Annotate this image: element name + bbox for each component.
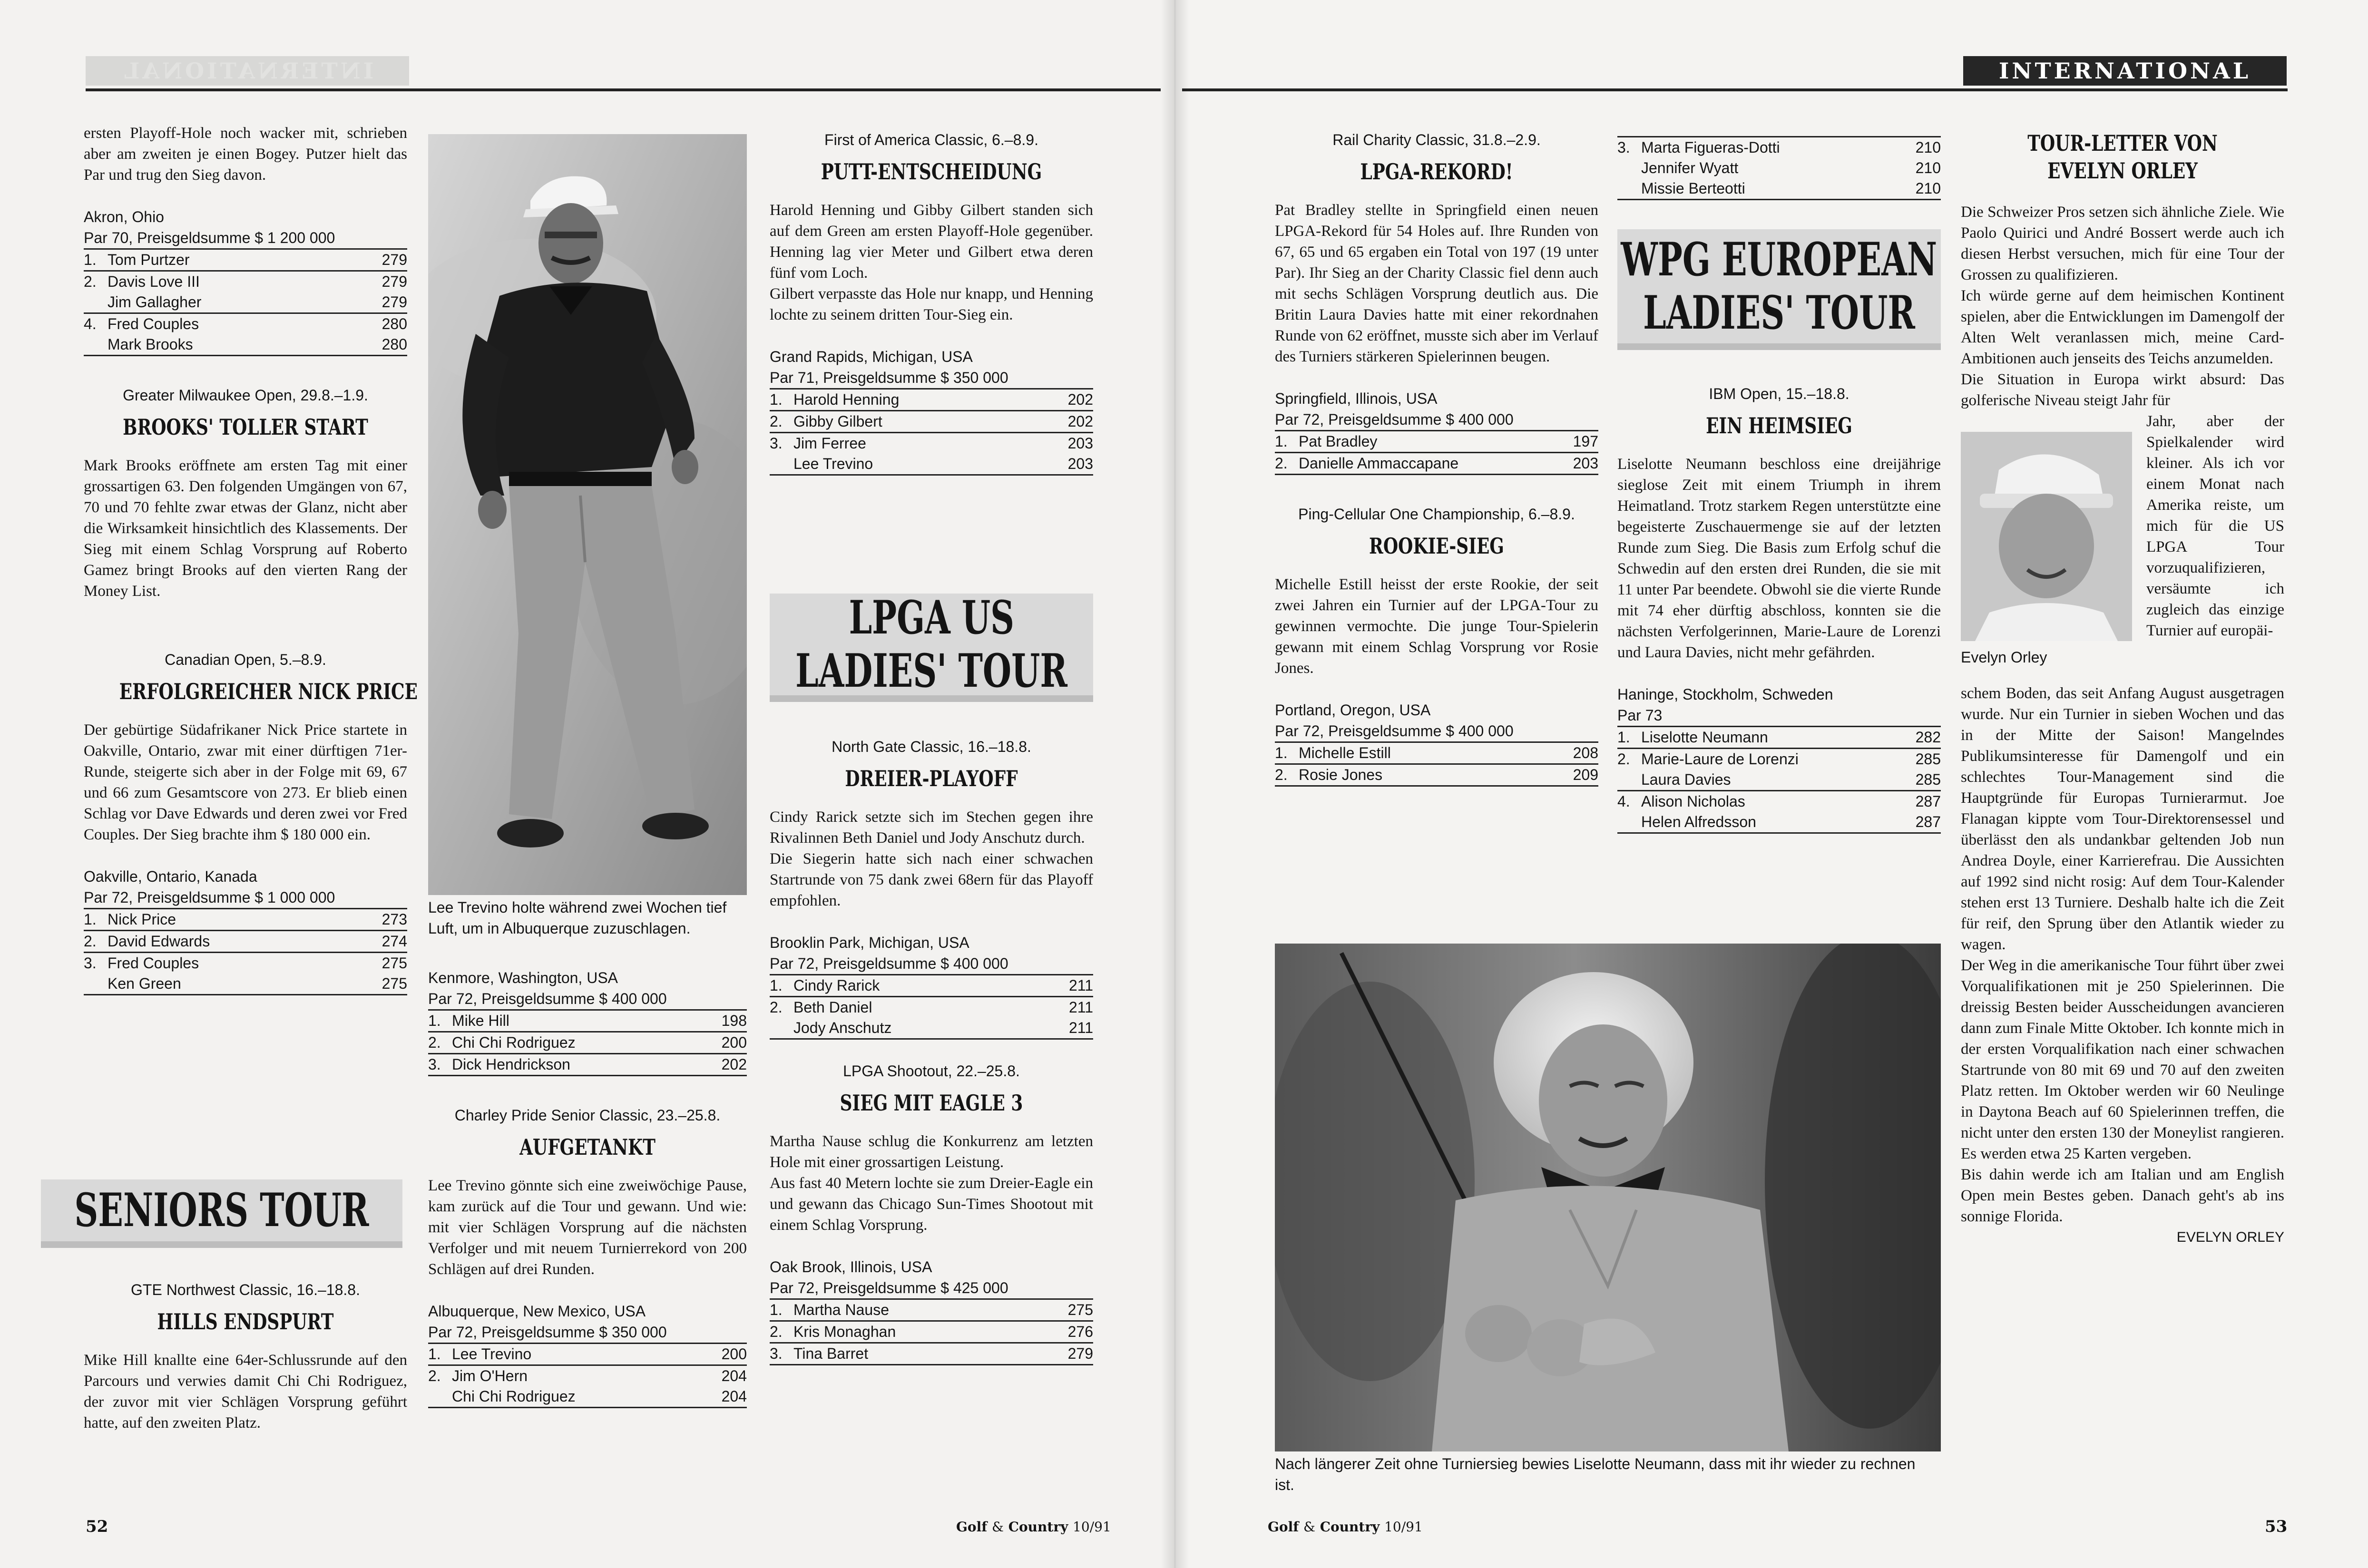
article-first-america: [770, 129, 1093, 476]
letter-paragraph-wrapped: Jahr, aber der Spielkalender wird kleiner. Als ich vor einem Monat nach Amerika reiste, um mich für die US LPGA Tour vorzuqualifizieren, versäumte ich zugleich das einzige Turnier auf europäi-: [2146, 413, 2284, 639]
result-location: Akron, Ohio: [84, 208, 164, 225]
article-lpga-shootout: [770, 1061, 1093, 1365]
ghost-banner-mirror: INTERNATIONAL: [86, 56, 409, 86]
letter-paragraph: Die Situation in Europa wirkt absurd: Das golferische Niveau steigt Jahr für: [1961, 371, 2284, 409]
results-table: 1. Harold Henning 202 2. Gibby Gilbert 202 3. Jim Ferree 203 Lee Trevino 203: [770, 388, 1093, 476]
article-body: Aus fast 40 Metern lochte sie zum Dreier-Eagle ein und gewann das Chicago Sun-Times Shootout mit einem Schlag Vorsprung.: [770, 1175, 1093, 1234]
results-table: 1. Pat Bradley 197 2. Danielle Ammaccapane 203: [1275, 430, 1598, 475]
article-body: Michelle Estill heisst der erste Rookie, der seit zwei Jahren ein Turnier auf der LPGA-Tour zu gewinnen vermochte. Die junge Tour-Spielerin gewann mit einem Schlag Vorsprung vor Rosie Jones.: [1275, 576, 1598, 677]
section-title-line1: WPG EUROPEAN: [1621, 233, 1937, 286]
article-headline: LPGA-REKORD!: [1360, 159, 1513, 185]
result-details: Par 72, Preisgeldsumme $ 400 000: [428, 990, 667, 1007]
letter-headline-line2: EVELYN ORLEY: [2047, 158, 2198, 184]
golfer-woman-figure: [1275, 944, 1941, 1451]
right-col-2: [1617, 136, 1941, 200]
article-ping: [1275, 504, 1598, 787]
results-haninge: [1617, 684, 1941, 834]
results-table: 1. Michelle Estill 208 2. Rosie Jones 209: [1275, 741, 1598, 787]
event-meta: Charley Pride Senior Classic, 23.–25.8.: [454, 1107, 721, 1124]
left-col-1: [84, 123, 418, 995]
result-details: Par 72, Preisgeldsumme $ 1 000 000: [84, 889, 335, 906]
top-rule: [1182, 88, 2288, 91]
results-table: 1. Martha Nause 275 2. Kris Monaghan 276 3. Tina Barret 279: [770, 1298, 1093, 1365]
page-number: 53: [2265, 1517, 2288, 1536]
result-location: Oak Brook, Illinois, USA: [770, 1258, 932, 1276]
article-body: Cindy Rarick setzte sich im Stechen gegen ihre Rivalinnen Beth Daniel und Jody Anschutz durch.: [770, 808, 1093, 847]
results-brooklin-park: [770, 932, 1093, 1040]
section-title-line1: LPGA US: [849, 591, 1014, 644]
article-body: Harold Henning und Gibby Gilbert standen sich auf dem Green am ersten Playoff-Hole gegenüber. Henning lag vier Meter und Gilbert etwa deren fünf vom Loch.: [770, 202, 1093, 282]
letter-paragraph: Bis dahin werde ich am Italian und am English Open mein Bestes geben. Danach geht's ab ins sonnige Florida.: [1961, 1166, 2284, 1225]
left-col-3: [770, 129, 1093, 476]
event-meta: North Gate Classic, 16.–18.8.: [832, 738, 1031, 755]
article-body: Pat Bradley stellte in Springfield einen neuen LPGA-Rekord für 54 Holes auf. Ihre Runden von 67, 65 und 65 ergaben ein Total von 197 (19 unter Par). Ihr Sieg an der Charity Classic fiel denn auch mit sechs Schlägen Vorsprung deutlich aus. Die Britin Laura Davies hatte mit einer rekordnahen Runde von 62 eröffnet, musste sich aber im Verlauf des Turniers stärkeren Spielerinnen beugen.: [1275, 202, 1598, 365]
portrait-caption: Evelyn Orley: [1961, 649, 2047, 666]
results-kenmore: [428, 967, 747, 1076]
result-location: Grand Rapids, Michigan, USA: [770, 348, 973, 365]
photo-caption-wrap: [1275, 1453, 1941, 1495]
event-meta: Ping-Cellular One Championship, 6.–8.9.: [1298, 506, 1575, 523]
results-portland: [1275, 700, 1598, 787]
article-milwaukee: [84, 385, 407, 602]
article-headline: ROOKIE-SIEG: [1369, 533, 1504, 559]
book-gutter: [1161, 0, 1189, 1568]
result-details: Par 72, Preisgeldsumme $ 400 000: [1275, 722, 1514, 740]
result-details: Par 72, Preisgeldsumme $ 400 000: [1275, 411, 1514, 428]
left-col-3-lower: [770, 736, 1093, 1365]
result-location: Portland, Oregon, USA: [1275, 701, 1431, 719]
seniors-tour-box: [41, 1179, 402, 1248]
result-location: Oakville, Ontario, Kanada: [84, 868, 257, 885]
letter-headline-line1: TOUR-LETTER VON: [2027, 130, 2218, 156]
result-details: Par 72, Preisgeldsumme $ 350 000: [428, 1324, 667, 1341]
left-page: [0, 0, 1173, 1568]
right-page: [1173, 0, 2368, 1568]
article-headline: EIN HEIMSIEG: [1706, 413, 1852, 438]
result-details: Par 72, Preisgeldsumme $ 400 000: [770, 955, 1008, 972]
magazine-footer: Golf & Country 10/91: [956, 1519, 1111, 1535]
results-table-continued: 3. Marta Figueras-Dotti 210 Jennifer Wyatt 210 Missie Berteotti 210: [1617, 136, 1941, 200]
trevino-photo: [428, 134, 747, 895]
article-headline: SIEG MIT EAGLE 3: [840, 1090, 1023, 1116]
intro-paragraph: ersten Playoff-Hole noch wacker mit, schrieben aber am zweiten je einen Bogey. Putzer hielt das Par und trug den Sieg davon.: [84, 125, 407, 184]
results-table: 1. Liselotte Neumann 282 2. Marie-Laure de Lorenzi 285 Laura Davies 285 4. Alison Nicholas 287 Helen Alfredsson 287: [1617, 726, 1941, 834]
article-charley: [428, 1105, 747, 1408]
result-location: Brooklin Park, Michigan, USA: [770, 934, 969, 951]
article-rail: [1275, 129, 1598, 475]
event-meta: Greater Milwaukee Open, 29.8.–1.9.: [123, 387, 368, 404]
page-number: 52: [86, 1517, 108, 1536]
right-col-1: [1275, 129, 1598, 787]
event-meta: LPGA Shootout, 22.–25.8.: [843, 1062, 1020, 1080]
article-body: Mark Brooks eröffnete am ersten Tag mit einer grossartigen 63. Den folgenden Umgängen von 67, 70 und 70 fehlte zwar etwas der Glanz, nicht aber die Wirksamkeit hinsichtlich des Klassements. Der Sieg mit einem Schlag Vorsprung auf Roberto Gamez bringt Brooks auf den vierten Rang der Money List.: [84, 457, 407, 600]
event-meta: Canadian Open, 5.–8.9.: [165, 651, 326, 668]
results-albuquerque: [428, 1301, 747, 1408]
article-headline: DREIER-PLAYOFF: [845, 766, 1018, 791]
section-title: SENIORS TOUR: [74, 1183, 369, 1237]
result-location: Haninge, Stockholm, Schweden: [1617, 686, 1833, 703]
letter-paragraph: schem Boden, das seit Anfang August ausgetragen wurde. Nur ein Turnier in sieben Wochen und das in der Mitte der Saison! Mangelndes Publikumsinteresse für Damengolf und ein schlechtes Tour-Management sind die Hauptgründe für Europas Turnierarmut. Joe Flanagan kippte vom Tour-Direktorensessel und überlässt den als undankbar geltenden Job nun Andrea Doyle, einer Karrierefrau. Die Aussichten auf 1992 sind nicht rosig: Auf dem Tour-Kalender stehen erst 13 Turniere. Deshalb halte ich die Zeit für reif, den Sprung über den Atlantik wieder zu wagen.: [1961, 685, 2284, 953]
result-details: Par 71, Preisgeldsumme $ 350 000: [770, 369, 1008, 386]
portrait-figure: [1961, 432, 2132, 641]
golfer-figure: [428, 134, 747, 895]
result-details: Par 72, Preisgeldsumme $ 425 000: [770, 1279, 1008, 1296]
article-headline: AUFGETANKT: [519, 1134, 656, 1160]
article-body: Liselotte Neumann beschloss eine dreijährige sieglose Zeit mit einem Triumph in ihrem Heimatland. Trotz starkem Regen unterstützte eine begeisterte Zuschauermenge sie auf der letzten Runde zum Sieg. Die Basis zum Erfolg schuf die Schwedin auf den ersten drei Runden, die sie mit 11 unter Par beendete. Obwohl sie die vierte Runde mit 74 eher dürftig abschloss, konnten sie die nächsten Verfolgerinnen, Marie-Laure de Lorenzi und Laura Davies, nicht mehr gefährden.: [1617, 456, 1941, 661]
results-grand-rapids: [770, 346, 1093, 476]
results-table: 1. Tom Purtzer 279 2. Davis Love III 279 Jim Gallagher 279 4. Fred Couples 280 Mark Brooks 280: [84, 248, 407, 356]
left-col-2: [428, 897, 747, 1408]
article-headline: ERFOLGREICHER NICK PRICE: [119, 679, 418, 704]
top-rule: [86, 88, 1161, 91]
photo-caption: Nach längerer Zeit ohne Turniersieg bewies Liselotte Neumann, dass mit ihr wieder zu rechnen ist.: [1275, 1455, 1916, 1493]
letter-paragraph: Der Weg in die amerikanische Tour führt über zwei Vorqualifikationen mit je 250 Spielerinnen. Die dreissig Besten beider Ausscheidungen avancieren dann zum Finale Mitte Oktober. Ich konnte mich in der ersten Vorqualifikation nach einer schwachen Startrunde von 80 mit 69 und 70 auf den zweiten Platz retten. Im Oktober werden wir 60 Neulinge in Daytona Beach auf 60 Spielerinnen treffen, die nicht unter den ersten 130 der Moneylist rangieren. Es werden etwa 25 Karten vergeben.: [1961, 957, 2284, 1162]
result-details: Par 70, Preisgeldsumme $ 1 200 000: [84, 229, 335, 246]
section-banner: INTERNATIONAL: [1963, 56, 2287, 86]
event-meta: Rail Charity Classic, 31.8.–2.9.: [1332, 131, 1541, 148]
magazine-footer: Golf & Country 10/91: [1268, 1519, 1423, 1535]
right-col-3: [1961, 129, 2284, 1248]
result-location: Kenmore, Washington, USA: [428, 969, 618, 986]
event-meta: GTE Northwest Classic, 16.–18.8.: [131, 1281, 360, 1298]
article-body: Die Siegerin hatte sich nach einer schwachen Startrunde von 75 dank zwei 68ern für das Playoff empfohlen.: [770, 850, 1093, 909]
article-body: Mike Hill knallte eine 64er-Schlussrunde auf den Parcours und verwies damit Chi Chi Rodriguez, der zuvor mit vier Schlägen Vorsprung geführt hatte, auf den zweiten Platz.: [84, 1352, 407, 1432]
article-headline: BROOKS' TOLLER START: [123, 414, 368, 440]
results-table: 1. Cindy Rarick 211 2. Beth Daniel 211 Jody Anschutz 211: [770, 974, 1093, 1040]
article-headline: PUTT-ENTSCHEIDUNG: [821, 159, 1042, 185]
wpg-european-box: [1617, 229, 1941, 350]
orley-portrait: [1961, 432, 2132, 641]
results-table: 1. Lee Trevino 200 2. Jim O'Hern 204 Chi Chi Rodriguez 204: [428, 1343, 747, 1408]
section-title-line2: LADIES' TOUR: [1643, 286, 1915, 340]
photo-caption: Lee Trevino holte während zwei Wochen tief Luft, um in Albuquerque zuzuschlagen.: [428, 899, 727, 937]
results-table: 1. Nick Price 273 2. David Edwards 274 3. Fred Couples 275 Ken Green 275: [84, 908, 407, 995]
event-meta: IBM Open, 15.–18.8.: [1709, 385, 1849, 402]
article-body: Martha Nause schlug die Konkurrenz am letzten Hole mit einer grossartigen Leistung.: [770, 1133, 1093, 1171]
author-signature: EVELYN ORLEY: [2176, 1229, 2284, 1245]
event-meta: First of America Classic, 6.–8.9.: [824, 131, 1038, 148]
result-location: Albuquerque, New Mexico, USA: [428, 1303, 646, 1320]
results-table: 1. Mike Hill 198 2. Chi Chi Rodriguez 200 3. Dick Hendrickson 202: [428, 1009, 747, 1076]
article-north-gate: [770, 736, 1093, 1040]
article-body: Lee Trevino gönnte sich eine zweiwöchige Pause, kam zurück auf die Tour und gewann. Und wie: mit vier Schlägen Vorsprung auf die nächsten Verfolger und mit neuem Turnierrekord von 200 Schlägen auf drei Runden.: [428, 1177, 747, 1278]
neumann-photo: [1275, 944, 1941, 1451]
article-canadian: [84, 649, 418, 995]
right-col-2-lower: [1617, 383, 1941, 834]
result-details: Par 73: [1617, 707, 1663, 724]
results-springfield: [1275, 388, 1598, 475]
letter-paragraph: Ich würde gerne auf dem heimischen Kontinent spielen, aber die Entwicklungen im Damengolf der Alten Welt veranlassen mich, meine Card-Ambitionen auch jenseits des Teichs anzumelden.: [1961, 287, 2284, 367]
article-headline: HILLS ENDSPURT: [157, 1309, 334, 1334]
article-body: Gilbert verpasste das Hole nur knapp, und Henning lochte zu seinem dritten Tour-Sieg ein.: [770, 285, 1093, 323]
result-location: Springfield, Illinois, USA: [1275, 390, 1438, 407]
results-oak-brook: [770, 1256, 1093, 1365]
article-body: Der gebürtige Südafrikaner Nick Price startete in Oakville, Ontario, zwar mit einer dürftigen 71er-Runde, steigerte sich aber in der Folge mit 69, 67 und 66 zum Gesamtscore von 273. Er blieb einen Schlag vor Dave Edwards und deren zwei vor Fred Couples. Der Sieg brachte ihm $ 180 000 ein.: [84, 721, 407, 843]
article-gte: [84, 1279, 407, 1433]
section-title-line2: LADIES' TOUR: [795, 644, 1067, 698]
lpga-us-box: [770, 591, 1093, 702]
results-oakville: [84, 866, 407, 995]
portrait-wrap: [1961, 411, 2284, 683]
letter-paragraph: Die Schweizer Pros setzen sich ähnliche Ziele. Wie Paolo Quirici und André Bossert werde auch ich diesen Herbst versuchen, mich für eine Tour der Grossen zu qualifizieren.: [1961, 204, 2284, 283]
results-akron: [84, 206, 407, 356]
